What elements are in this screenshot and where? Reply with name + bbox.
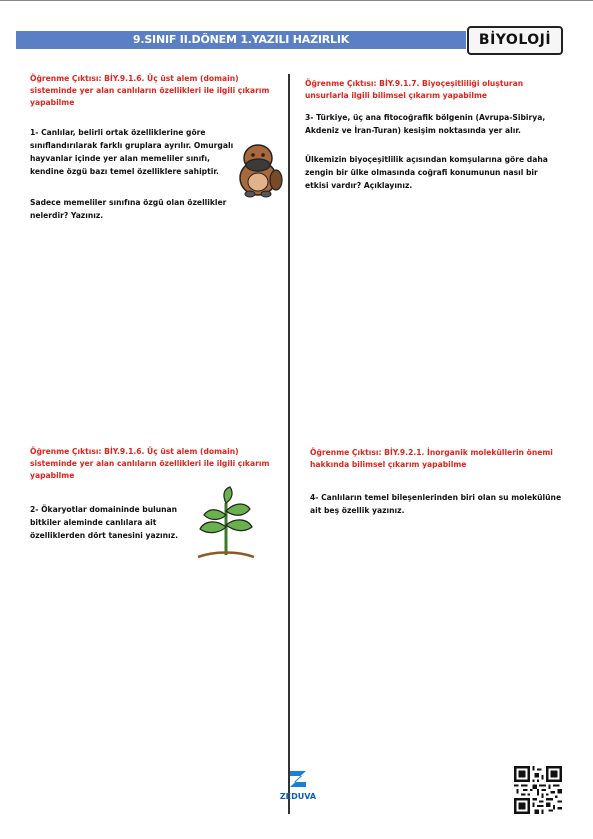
q2-outcome: Öğrenme Çıktısı: BİY.9.1.6. Üç üst alem (domain) sisteminde yer alan canlıların özellikleri ile ilgili çıkarım yapabilme xyxy=(30,447,270,480)
q3-question: Ülkemizin biyoçeşitlilik açısından komşularına göre daha zengin bir ülke olmasında coğrafi konumunun nasıl bir etkisi vardır? Açıklayınız. xyxy=(305,155,548,190)
qr-code xyxy=(514,766,562,814)
column-divider xyxy=(288,74,290,814)
q1-text: 1- Canlılar, belirli ortak özelliklerine göre sınıflandırılarak farklı gruplara ayrılır. Omurgalı hayvanlar içinde yer alan memeliler sınıfı, kendine özgü bazı temel özelliklere sahiptir. xyxy=(30,128,234,176)
publisher-logo xyxy=(278,768,318,801)
q4-text: 4- Canlıların temel bileşenlerinden biri olan su molekülüne ait beş özellik yazınız. xyxy=(310,493,562,515)
plant-sprout-illustration xyxy=(194,485,258,561)
q1-outcome: Öğrenme Çıktısı: BİY.9.1.6. Üç üst alem (domain) sisteminde yer alan canlıların özellikleri ile ilgili çıkarım yapabilme xyxy=(30,74,270,107)
publisher-name: ZEDUVA xyxy=(279,792,317,801)
top-border-line xyxy=(0,0,593,1)
zeduva-logo-icon xyxy=(287,768,309,790)
platypus-illustration xyxy=(232,138,284,198)
subject-badge: BİYOLOJİ xyxy=(467,26,563,55)
q4-outcome: Öğrenme Çıktısı: BİY.9.2.1. İnorganik moleküllerin önemi hakkında bilimsel çıkarım yapabilme xyxy=(310,448,553,469)
q1-question: Sadece memeliler sınıfına özgü olan özellikler nelerdir? Yazınız. xyxy=(30,198,227,220)
header-title: 9.SINIF II.DÖNEM 1.YAZILI HAZIRLIK xyxy=(132,33,350,46)
q2-text: 2- Ökaryotlar domaininde bulunan bitkiler aleminde canlılara ait özelliklerden dört tanesini yazınız. xyxy=(30,505,178,540)
q3-outcome: Öğrenme Çıktısı: BİY.9.1.7. Biyoçeşitliliği oluşturan unsurlarla ilgili bilimsel çıkarım yapabilme xyxy=(305,79,524,100)
q3-text: 3- Türkiye, üç ana fitocoğrafik bölgenin (Avrupa-Sibirya, Akdeniz ve İran-Turan) kesişim noktasında yer alır. xyxy=(305,113,546,135)
